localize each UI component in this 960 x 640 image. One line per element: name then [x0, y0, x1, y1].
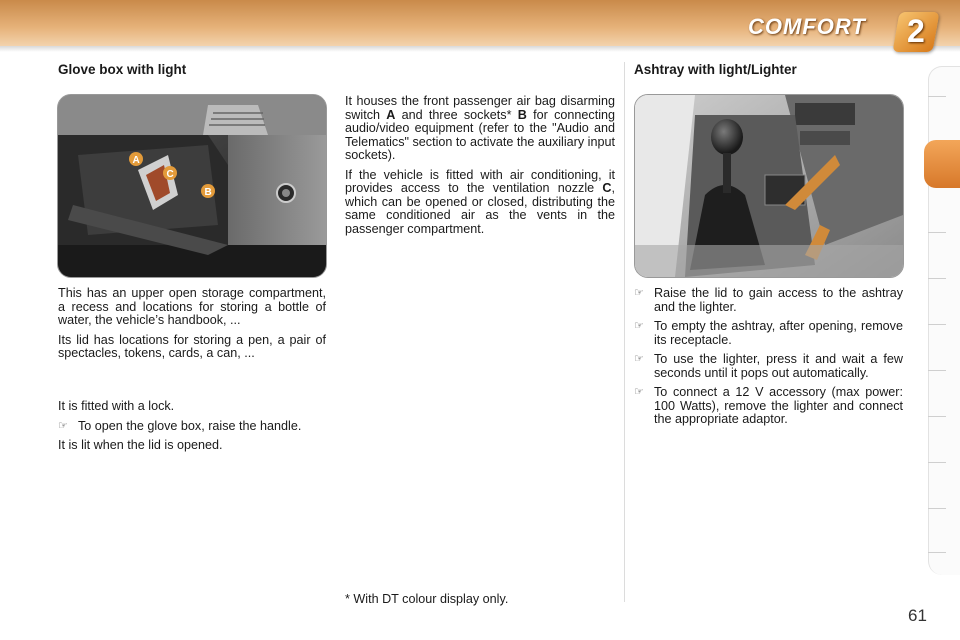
pointing-hand-icon: ☞	[634, 386, 644, 398]
sockets-label-b: B	[517, 107, 527, 122]
ashtray-photo	[634, 94, 904, 278]
glove-box-bullet-text: To open the glove box, raise the handle.	[78, 418, 302, 433]
side-tab-divider	[928, 278, 946, 279]
pointing-hand-icon: ☞	[634, 320, 644, 332]
side-tab-divider	[928, 324, 946, 325]
middle-para-1-part-2: and three sockets*	[395, 107, 518, 122]
photo-label-c: C	[166, 169, 174, 180]
middle-para-1	[345, 95, 615, 163]
glove-box-para-4: It is lit when the lid is opened.	[58, 438, 223, 452]
pointing-hand-icon: ☞	[634, 287, 644, 299]
middle-para-2-part-1: If the vehicle is fitted with air conditioning, it provides access to the ventilation nozzle	[345, 167, 615, 195]
nozzle-label-c: C	[602, 181, 612, 195]
ashtray-bullet-3	[634, 353, 903, 380]
glove-box-para-2: Its lid has locations for storing a pen, a pair of spectacles, tokens, cards, a can, ...	[58, 332, 326, 360]
side-tab-divider	[928, 462, 946, 463]
ashtray-bullet-text: Raise the lid to gain access to the ashtray and the lighter.	[654, 286, 903, 314]
ashtray-title: Ashtray with light/Lighter	[634, 62, 797, 77]
ashtray-instructions	[634, 287, 903, 433]
middle-para-1-part-3: for connecting audio/video equipment (refer to the "Audio and Telematics" section to activate the auxiliary input sockets).	[345, 107, 615, 162]
glove-box-text	[58, 287, 326, 367]
side-tab-divider	[928, 416, 946, 417]
side-tab-divider	[928, 370, 946, 371]
chapter-title: COMFORT	[748, 14, 866, 39]
header-shadow	[0, 46, 960, 52]
glove-box-para-1: This has an upper open storage compartment, a recess and locations for storing a bottle of water, the vehicle’s handbook, ...	[58, 286, 326, 327]
glove-box-bullet	[58, 420, 326, 434]
glove-box-continued-text	[345, 95, 615, 242]
glove-box-para-3: It is fitted with a lock.	[58, 399, 175, 413]
glove-box-title: Glove box with light	[58, 62, 187, 77]
ashtray-bullet-text: To connect a 12 V accessory (max power: 100 Watts), remove the lighter and connect the appropriate adaptor.	[654, 385, 903, 426]
ashtray-bullet-text: To empty the ashtray, after opening, remove its receptacle.	[654, 319, 903, 347]
middle-para-2	[345, 169, 615, 237]
side-tab-divider	[928, 96, 946, 97]
page-number: 61	[908, 606, 927, 625]
middle-para-1-part-1: It houses the front passenger air bag disarming switch	[345, 94, 615, 122]
ashtray-bullet-1	[634, 287, 903, 314]
ashtray-bullet-4	[634, 386, 903, 427]
glove-box-photo	[57, 94, 327, 278]
side-tab-divider	[928, 552, 946, 553]
side-tab-active-chapter[interactable]	[924, 140, 960, 188]
ashtray-bullet-2	[634, 320, 903, 347]
photo-label-a: A	[132, 155, 140, 166]
middle-para-2-part-2: , which can be opened or closed, distributing the same conditioned air as the vents in the passenger compartment.	[345, 181, 615, 236]
ashtray-bullet-text: To use the lighter, press it and wait a few seconds until it pops out automatically.	[654, 352, 903, 380]
pointing-hand-icon: ☞	[634, 353, 644, 365]
photo-label-b: B	[204, 187, 212, 198]
side-tab-divider	[928, 508, 946, 509]
footnote: * With DT colour display only.	[345, 592, 509, 606]
chapter-number: 2	[907, 13, 925, 49]
switch-label-a: A	[386, 107, 396, 122]
side-tab-divider	[928, 232, 946, 233]
column-divider	[624, 62, 625, 602]
pointing-hand-icon: ☞	[58, 419, 68, 432]
glove-box-text-lower	[58, 400, 326, 459]
